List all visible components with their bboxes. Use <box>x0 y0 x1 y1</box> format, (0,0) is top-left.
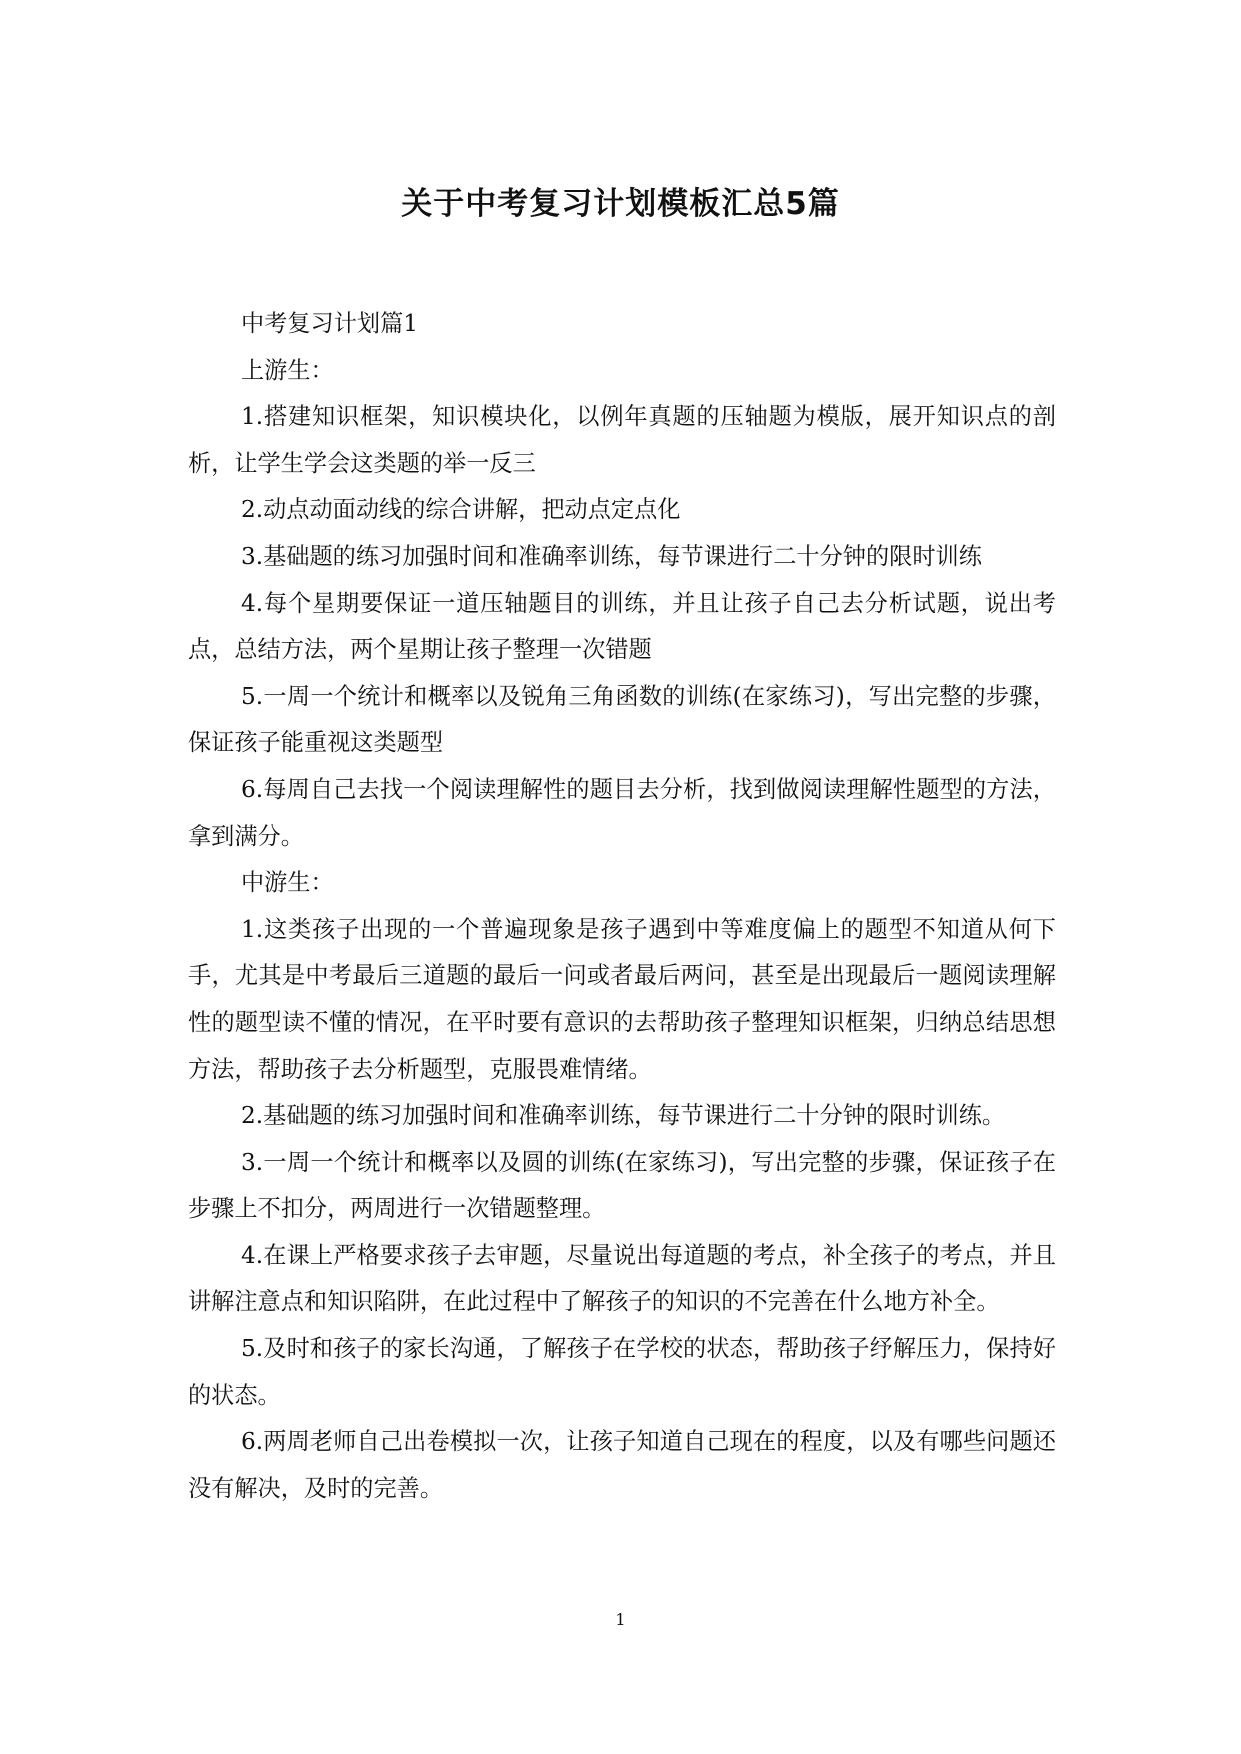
paragraph: 6.每周自己去找一个阅读理解性的题目去分析，找到做阅读理解性题型的方法，拿到满分。 <box>188 775 1056 850</box>
paragraph: 1.搭建知识框架，知识模块化，以例年真题的压轴题为模版，展开知识点的剖析，让学生学会这类题的举一反三 <box>188 403 1056 477</box>
group-label-middle: 中游生： <box>241 869 334 897</box>
paragraph: 3.一周一个统计和概率以及圆的训练(在家练习)，写出完整的步骤，保证孩子在步骤上不扣分，两周进行一次错题整理。 <box>188 1148 1056 1223</box>
paragraph: 2.动点动面动线的综合讲解，把动点定点化 <box>241 496 681 524</box>
paragraph: 2.基础题的练习加强时间和准确率训练，每节课进行二十分钟的限时训练。 <box>241 1102 1006 1130</box>
paragraph: 3.基础题的练习加强时间和准确率训练，每节课进行二十分钟的限时训练 <box>241 542 982 570</box>
document-title: 关于中考复习计划模板汇总5篇 <box>401 186 840 222</box>
paragraph: 1.这类孩子出现的一个普遍现象是孩子遇到中等难度偏上的题型不知道从何下手，尤其是中考最后三道题的最后一问或者最后两问，甚至是出现最后一题阅读理解性的题型读不懂的情况，在平时要有意识的去帮助孩子整理知识框架，归纳总结思想方法，帮助孩子去分析题型，克服畏难情绪。 <box>188 915 1056 1083</box>
paragraph: 5.及时和孩子的家长沟通，了解孩子在学校的状态，帮助孩子纾解压力，保持好的状态。 <box>188 1335 1056 1409</box>
paragraph: 4.在课上严格要求孩子去审题，尽量说出每道题的考点，补全孩子的考点，并且讲解注意点和知识陷阱，在此过程中了解孩子的知识的不完善在什么地方补全。 <box>188 1241 1056 1316</box>
page-number: 1 <box>615 1610 626 1629</box>
group-label-upper: 上游生： <box>241 356 334 384</box>
document-body <box>188 301 1056 1512</box>
section-heading: 中考复习计划篇1 <box>241 310 419 337</box>
paragraph: 5.一周一个统计和概率以及锐角三角函数的训练(在家练习)，写出完整的步骤，保证孩子能重视这类题型 <box>188 682 1056 757</box>
paragraph: 6.两周老师自己出卷模拟一次，让孩子知道自己现在的程度，以及有哪些问题还没有解决，及时的完善。 <box>188 1428 1056 1502</box>
paragraph: 4.每个星期要保证一道压轴题目的训练，并且让孩子自己去分析试题，说出考点，总结方法，两个星期让孩子整理一次错题 <box>188 589 1056 664</box>
